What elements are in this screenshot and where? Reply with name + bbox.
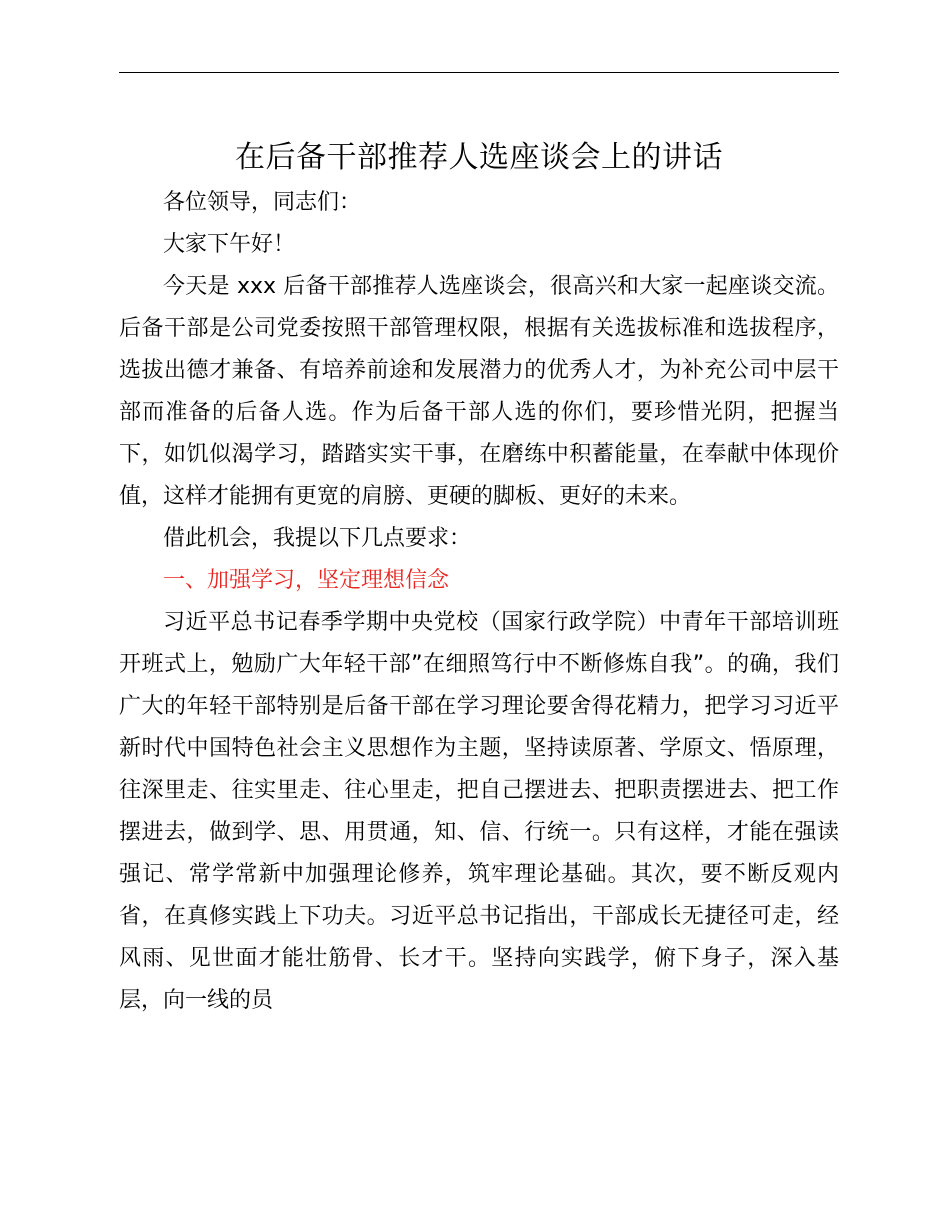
section-heading: 一、加强学习，坚定理想信念 — [163, 568, 450, 593]
body-paragraph: 借此机会，我提以下几点要求： — [163, 526, 472, 551]
body-paragraph: 习近平总书记春季学期中央党校（国家行政学院）中青年干部培训班开班式上，勉励广大年轻干部”在细照笃行中不断修炼自我”。的确，我们广大的年轻干部特别是后备干部在学习理论要舍得花精力，把学习习近平新时代中国特色社会主义思想作为主题，坚持读原著、学原文、悟原理，往深里走、往实里走、往心里走，把自己摆进去、把职责摆进去、把工作摆进去，做到学、思、用贯通，知、信、行统一。只有这样，才能在强读强记、常学常新中加强理论修养，筑牢理论基础。其次，要不断反观内省，在真修实践上下功夫。习近平总书记指出，干部成长无捷径可走，经风雨、见世面才能壮筋骨、长才干。坚持向实践学，俯下身子，深入基层，向一线的员 — [119, 610, 839, 1013]
salutation: 各位领导，同志们： — [163, 190, 362, 215]
document-body — [119, 182, 839, 1022]
document-title: 在后备干部推荐人选座谈会上的讲话 — [235, 140, 723, 175]
greeting: 大家下午好！ — [163, 232, 296, 257]
body-paragraph: 今天是 xxx 后备干部推荐人选座谈会，很高兴和大家一起座谈交流。后备干部是公司党委按照干部管理权限，根据有关选拔标准和选拔程序，选拔出德才兼备、有培养前途和发展潜力的优秀人才，为补充公司中层干部而准备的后备人选。作为后备干部人选的你们，要珍惜光阴，把握当下，如饥似渴学习，踏踏实实干事，在磨练中积蓄能量，在奉献中体现价值，这样才能拥有更宽的肩膀、更硬的脚板、更好的未来。 — [119, 274, 839, 509]
header-rule — [119, 72, 839, 73]
